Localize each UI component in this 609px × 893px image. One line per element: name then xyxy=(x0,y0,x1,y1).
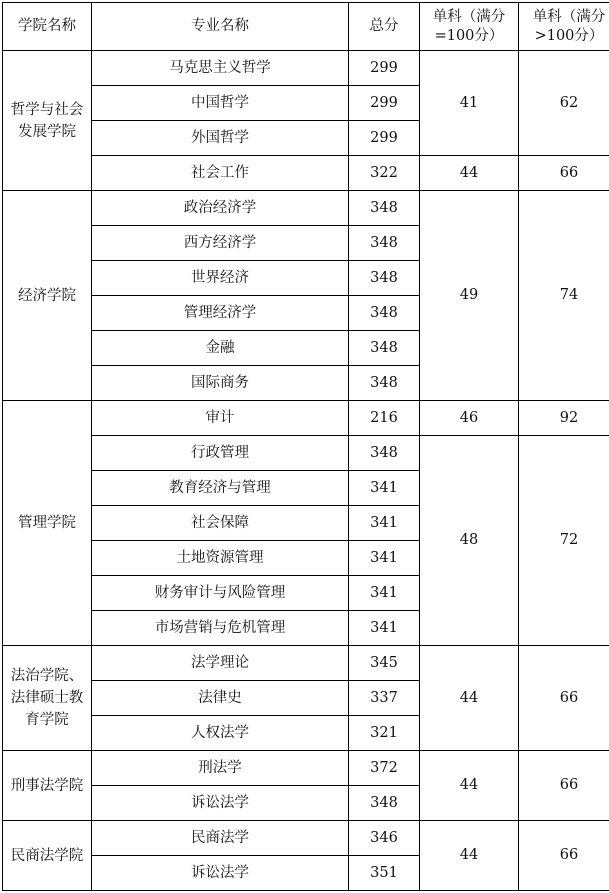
single-over100-score: 66 xyxy=(519,156,609,191)
major-name: 法律史 xyxy=(92,681,349,716)
total-score: 346 xyxy=(349,821,420,856)
major-name: 市场营销与危机管理 xyxy=(92,611,349,646)
header-major: 专业名称 xyxy=(92,3,349,51)
total-score: 348 xyxy=(349,226,420,261)
table-row xyxy=(3,646,609,681)
table-row xyxy=(3,156,609,191)
major-name: 土地资源管理 xyxy=(92,541,349,576)
major-name: 国际商务 xyxy=(92,366,349,401)
major-name: 民商法学 xyxy=(92,821,349,856)
college-cell xyxy=(3,401,92,646)
single-100-score: 41 xyxy=(420,51,519,156)
college-name: 管理学院 xyxy=(18,515,76,531)
header-single-over100 xyxy=(519,3,609,51)
total-score: 341 xyxy=(349,576,420,611)
total-score: 299 xyxy=(349,86,420,121)
major-name: 政治经济学 xyxy=(92,191,349,226)
major-name: 金融 xyxy=(92,331,349,366)
major-name: 刑法学 xyxy=(92,751,349,786)
major-name: 人权法学 xyxy=(92,716,349,751)
single-over100-score: 66 xyxy=(519,646,609,751)
total-score: 348 xyxy=(349,331,420,366)
table-body xyxy=(3,51,609,891)
major-name: 行政管理 xyxy=(92,436,349,471)
total-score: 341 xyxy=(349,471,420,506)
college-cell xyxy=(3,646,92,751)
total-score: 216 xyxy=(349,401,420,436)
total-score: 322 xyxy=(349,156,420,191)
single-over100-score: 62 xyxy=(519,51,609,156)
header-single-over100-text: 单科（满分>100分） xyxy=(532,8,606,44)
college-name: 刑事法学院 xyxy=(10,777,84,794)
major-name: 马克思主义哲学 xyxy=(92,51,349,86)
total-score: 341 xyxy=(349,541,420,576)
header-total: 总分 xyxy=(349,3,420,51)
header-single-100 xyxy=(420,3,519,51)
table-row xyxy=(3,51,609,86)
total-score: 341 xyxy=(349,611,420,646)
major-name: 世界经济 xyxy=(92,261,349,296)
single-over100-score: 72 xyxy=(519,436,609,646)
total-score: 372 xyxy=(349,751,420,786)
major-name: 诉讼法学 xyxy=(92,786,349,821)
major-name: 法学理论 xyxy=(92,646,349,681)
major-name: 社会工作 xyxy=(92,156,349,191)
table-row xyxy=(3,401,609,436)
total-score: 348 xyxy=(349,366,420,401)
single-100-score: 48 xyxy=(420,436,519,646)
college-name: 哲学与社会发展学院 xyxy=(10,101,84,140)
single-over100-score: 74 xyxy=(519,191,609,401)
college-cell xyxy=(3,51,92,191)
total-score: 351 xyxy=(349,856,420,891)
total-score: 321 xyxy=(349,716,420,751)
score-table xyxy=(2,2,609,891)
major-name: 教育经济与管理 xyxy=(92,471,349,506)
single-100-score: 44 xyxy=(420,751,519,821)
single-100-score: 44 xyxy=(420,646,519,751)
total-score: 337 xyxy=(349,681,420,716)
table-row xyxy=(3,821,609,856)
major-name: 外国哲学 xyxy=(92,121,349,156)
major-name: 社会保障 xyxy=(92,506,349,541)
total-score: 348 xyxy=(349,786,420,821)
total-score: 341 xyxy=(349,506,420,541)
header-college: 学院名称 xyxy=(3,3,92,51)
total-score: 348 xyxy=(349,261,420,296)
major-name: 管理经济学 xyxy=(92,296,349,331)
single-over100-score: 66 xyxy=(519,821,609,891)
total-score: 345 xyxy=(349,646,420,681)
header-row xyxy=(3,3,609,51)
total-score: 299 xyxy=(349,121,420,156)
college-cell xyxy=(3,191,92,401)
table-row xyxy=(3,436,609,471)
single-over100-score: 92 xyxy=(519,401,609,436)
college-name: 法治学院、法律硕士教育学院 xyxy=(10,668,84,728)
college-cell xyxy=(3,821,92,891)
major-name: 中国哲学 xyxy=(92,86,349,121)
total-score: 348 xyxy=(349,296,420,331)
college-cell xyxy=(3,751,92,821)
table-row xyxy=(3,751,609,786)
major-name: 审计 xyxy=(92,401,349,436)
college-name: 民商法学院 xyxy=(10,847,84,864)
single-100-score: 49 xyxy=(420,191,519,401)
major-name: 诉讼法学 xyxy=(92,856,349,891)
single-100-score: 46 xyxy=(420,401,519,436)
major-name: 西方经济学 xyxy=(92,226,349,261)
major-name: 财务审计与风险管理 xyxy=(92,576,349,611)
header-single-100-text: 单科（满分=100分） xyxy=(432,8,506,44)
total-score: 348 xyxy=(349,191,420,226)
single-over100-score: 66 xyxy=(519,751,609,821)
college-name: 经济学院 xyxy=(18,287,76,304)
total-score: 348 xyxy=(349,436,420,471)
single-100-score: 44 xyxy=(420,821,519,891)
total-score: 299 xyxy=(349,51,420,86)
single-100-score: 44 xyxy=(420,156,519,191)
table-row xyxy=(3,191,609,226)
